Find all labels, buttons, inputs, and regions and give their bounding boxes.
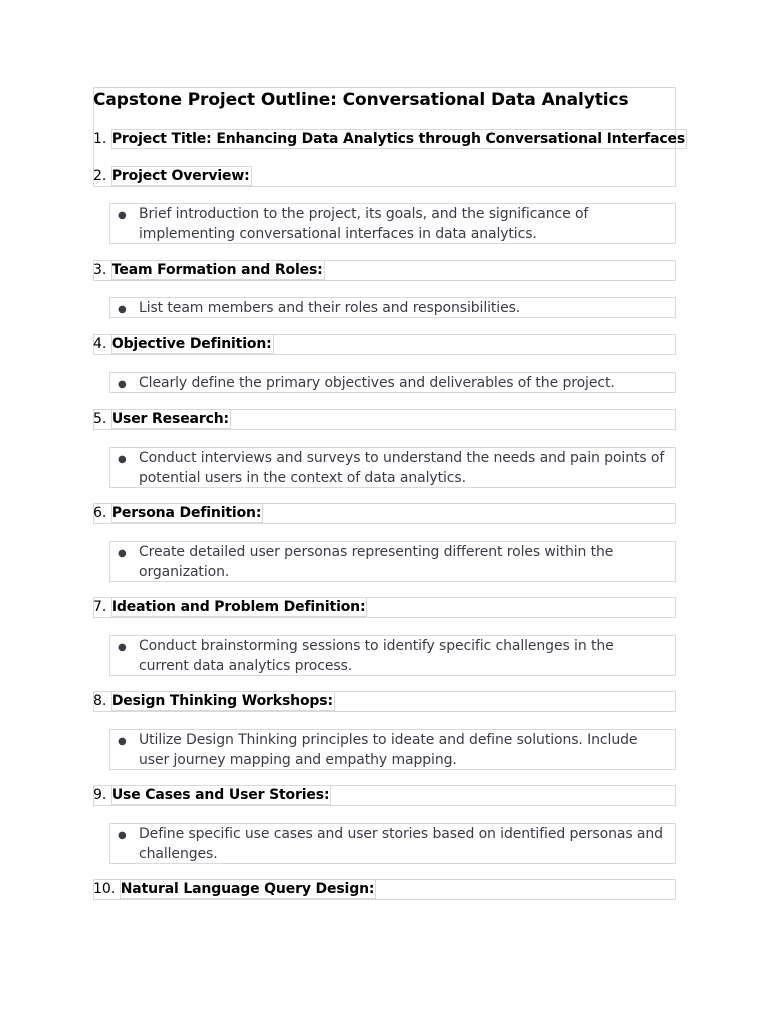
bullet-box [109, 541, 676, 582]
bullet-box [109, 823, 676, 864]
section-heading: User Research: [111, 411, 230, 427]
section-heading: Team Formation and Roles: [111, 262, 323, 278]
section-number: 4. [93, 336, 107, 352]
bullet-dot-icon: ● [118, 304, 127, 315]
bullet-dot-icon: ● [118, 830, 127, 841]
bullet-dot-icon: ● [118, 454, 127, 465]
section-heading: Natural Language Query Design: [120, 881, 375, 897]
bullet-box [109, 203, 676, 244]
bullet-box [109, 447, 676, 488]
bullet-text: Create detailed user personas representing different roles within the organization. [139, 544, 614, 580]
bullet-dot-icon: ● [118, 642, 127, 653]
bullet-dot-icon: ● [118, 736, 127, 747]
section-number: 9. [93, 787, 107, 803]
section-3 [93, 260, 325, 280]
section-7 [93, 597, 367, 617]
bullet-text: Brief introduction to the project, its goals, and the significance of implementing conversational interfaces in data analytics. [139, 206, 589, 242]
section-5 [93, 409, 231, 429]
section-number: 2. [93, 168, 107, 184]
bullet-box [109, 372, 676, 393]
bullet-dot-icon: ● [118, 548, 127, 559]
section-heading: Persona Definition: [111, 505, 262, 521]
section-heading: Use Cases and User Stories: [111, 787, 330, 803]
section-number: 7. [93, 599, 107, 615]
section-number: 8. [93, 693, 107, 709]
section-heading: Project Title: Enhancing Data Analytics through Conversational Interfaces [111, 131, 686, 147]
bullet-text: Clearly define the primary objectives and deliverables of the project. [139, 375, 615, 391]
section-heading: Ideation and Problem Definition: [111, 599, 366, 615]
bullet-text: Conduct interviews and surveys to understand the needs and pain points of potential users in the context of data analytics. [139, 450, 665, 486]
section-2 [93, 166, 252, 186]
bullet-text: Define specific use cases and user stories based on identified personas and challenges. [139, 826, 663, 862]
bullet-dot-icon: ● [118, 210, 127, 221]
bullet-box [109, 635, 676, 676]
section-8 [93, 691, 335, 711]
bullet-text: List team members and their roles and responsibilities. [139, 300, 521, 316]
section-heading: Project Overview: [111, 168, 250, 184]
section-heading: Design Thinking Workshops: [111, 693, 333, 709]
bullet-box [109, 729, 676, 770]
bullet-dot-icon: ● [118, 379, 127, 390]
bullet-text: Utilize Design Thinking principles to ideate and define solutions. Include user journey mapping and empathy mapping. [139, 732, 638, 768]
section-4 [93, 334, 274, 354]
section-6 [93, 503, 263, 523]
section-number: 6. [93, 505, 107, 521]
bullet-text: Conduct brainstorming sessions to identify specific challenges in the current data analytics process. [139, 638, 614, 674]
bullet-box [109, 297, 676, 318]
section-10 [93, 879, 376, 899]
section-heading: Objective Definition: [111, 336, 272, 352]
section-number: 5. [93, 411, 107, 427]
section-1 [93, 129, 687, 149]
section-9 [93, 785, 331, 805]
section-number: 1. [93, 131, 107, 147]
document-title: Capstone Project Outline: Conversational Data Analytics [93, 90, 629, 110]
section-number: 10. [93, 881, 116, 897]
section-number: 3. [93, 262, 107, 278]
